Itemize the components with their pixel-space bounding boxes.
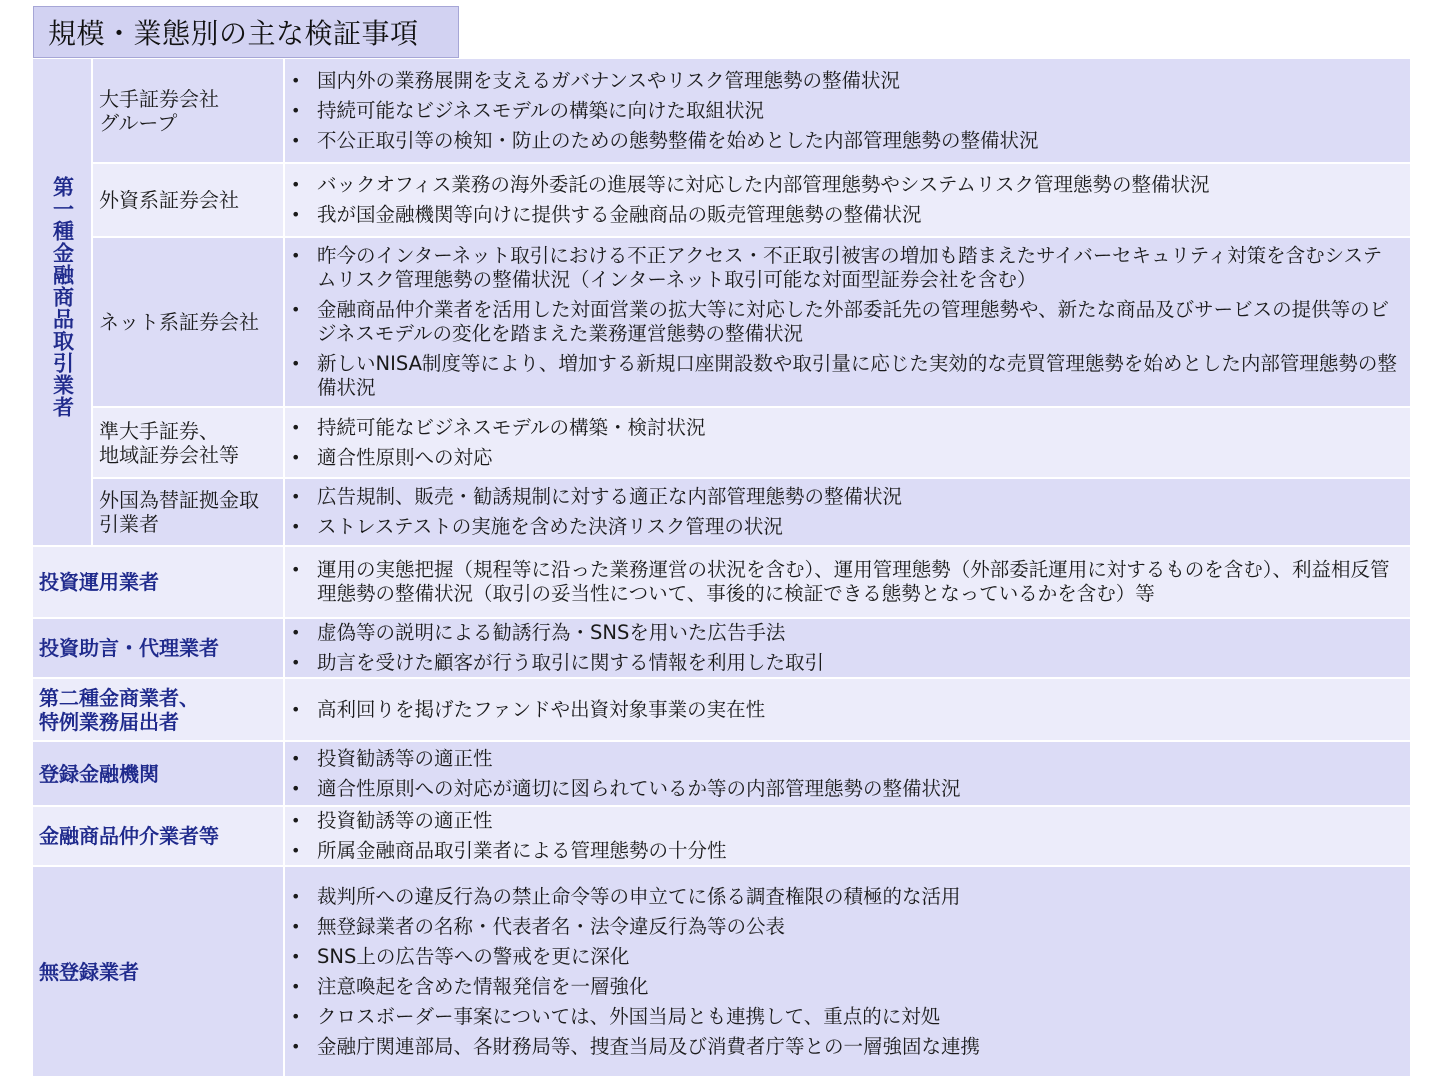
row-items-investment-management [285,547,1410,617]
list-item: • 金融庁関連部局、各財務局等、捜査当局及び消費者庁等との一層強固な連携 [291,1035,1398,1059]
list-item: • 所属金融商品取引業者による管理態勢の十分性 [291,839,1398,863]
list-item: • 注意喚起を含めた情報発信を一層強化 [291,975,1398,999]
list-item: • クロスボーダー事案については、外国当局とも連携して、重点的に対処 [291,1005,1398,1029]
row-label-net-securities: ネット系証券会社 [93,238,283,406]
list-item: • 虚偽等の説明による勧誘行為・SNSを用いた広告手法 [291,621,1398,645]
list-item: • 持続可能なビジネスモデルの構築・検討状況 [291,416,1398,440]
inspection-table [33,59,1406,1076]
page-title: 規模・業態別の主な検証事項 [33,6,459,58]
list-item: • SNS上の広告等への警戒を更に深化 [291,945,1398,969]
row-items-registered-institutions [285,742,1410,805]
list-item: • 適合性原則への対応が適切に図られているか等の内部管理態勢の整備状況 [291,777,1398,801]
row-label-type-two: 第二種金商業者、 特例業務届出者 [33,679,283,740]
list-item: • 我が国金融機関等向けに提供する金融商品の販売管理態勢の整備状況 [291,203,1398,227]
row-items-foreign-securities [285,164,1410,236]
category-first-type [33,59,91,545]
list-item: • 投資勧誘等の適正性 [291,747,1398,771]
row-label-fx-margin: 外国為替証拠金取 引業者 [93,479,283,545]
list-item: • 裁判所への違反行為の禁止命令等の申立てに係る調査権限の積極的な活用 [291,885,1398,909]
row-label-unregistered: 無登録業者 [33,867,283,1076]
list-item: • 不公正取引等の検知・防止のための態勢整備を始めとした内部管理態勢の整備状況 [291,129,1398,153]
list-item: • 運用の実態把握（規程等に沿った業務運営の状況を含む）、運用管理態勢（外部委託運用に対するものを含む）、利益相反管理態勢の整備状況（取引の妥当性について、事後的に検証できる態勢となっているかを含む）等 [291,558,1398,606]
list-item: • 国内外の業務展開を支えるガバナンスやリスク管理態勢の整備状況 [291,69,1398,93]
row-label-investment-advisory: 投資助言・代理業者 [33,619,283,677]
row-items-fx-margin [285,479,1410,545]
row-items-major-securities [285,59,1410,162]
row-label-investment-management: 投資運用業者 [33,547,283,617]
row-items-net-securities [285,238,1410,406]
list-item: • バックオフィス業務の海外委託の進展等に対応した内部管理態勢やシステムリスク管理態勢の整備状況 [291,173,1398,197]
list-item: • 新しいNISA制度等により、増加する新規口座開設数や取引量に応じた実効的な売買管理態勢を始めとした内部管理態勢の整備状況 [291,352,1398,400]
list-item: • 投資勧誘等の適正性 [291,809,1398,833]
row-items-investment-advisory [285,619,1410,677]
row-label-registered-institutions: 登録金融機関 [33,742,283,805]
list-item: • 高利回りを掲げたファンドや出資対象事業の実在性 [291,698,1398,722]
row-label-intermediaries: 金融商品仲介業者等 [33,807,283,865]
category-label: 第一種金融商品取引業者 [50,176,75,418]
row-items-unregistered [285,867,1410,1076]
list-item: • 助言を受けた顧客が行う取引に関する情報を利用した取引 [291,651,1398,675]
list-item: • 適合性原則への対応 [291,446,1398,470]
list-item: • 無登録業者の名称・代表者名・法令違反行為等の公表 [291,915,1398,939]
row-label-regional-securities: 準大手証券、 地域証券会社等 [93,408,283,477]
list-item: • 金融商品仲介業者を活用した対面営業の拡大等に対応した外部委託先の管理態勢や、新たな商品及びサービスの提供等のビジネスモデルの変化を踏まえた業務運営態勢の整備状況 [291,298,1398,346]
row-items-intermediaries [285,807,1410,865]
row-items-regional-securities [285,408,1410,477]
list-item: • ストレステストの実施を含めた決済リスク管理の状況 [291,515,1398,539]
list-item: • 昨今のインターネット取引における不正アクセス・不正取引被害の増加も踏まえたサイバーセキュリティ対策を含むシステムリスク管理態勢の整備状況（インターネット取引可能な対面型証券会社を含む） [291,244,1398,292]
row-label-foreign-securities: 外資系証券会社 [93,164,283,236]
row-label-major-securities: 大手証券会社 グループ [93,59,283,162]
row-items-type-two [285,679,1410,740]
list-item: • 持続可能なビジネスモデルの構築に向けた取組状況 [291,99,1398,123]
list-item: • 広告規制、販売・勧誘規制に対する適正な内部管理態勢の整備状況 [291,485,1398,509]
